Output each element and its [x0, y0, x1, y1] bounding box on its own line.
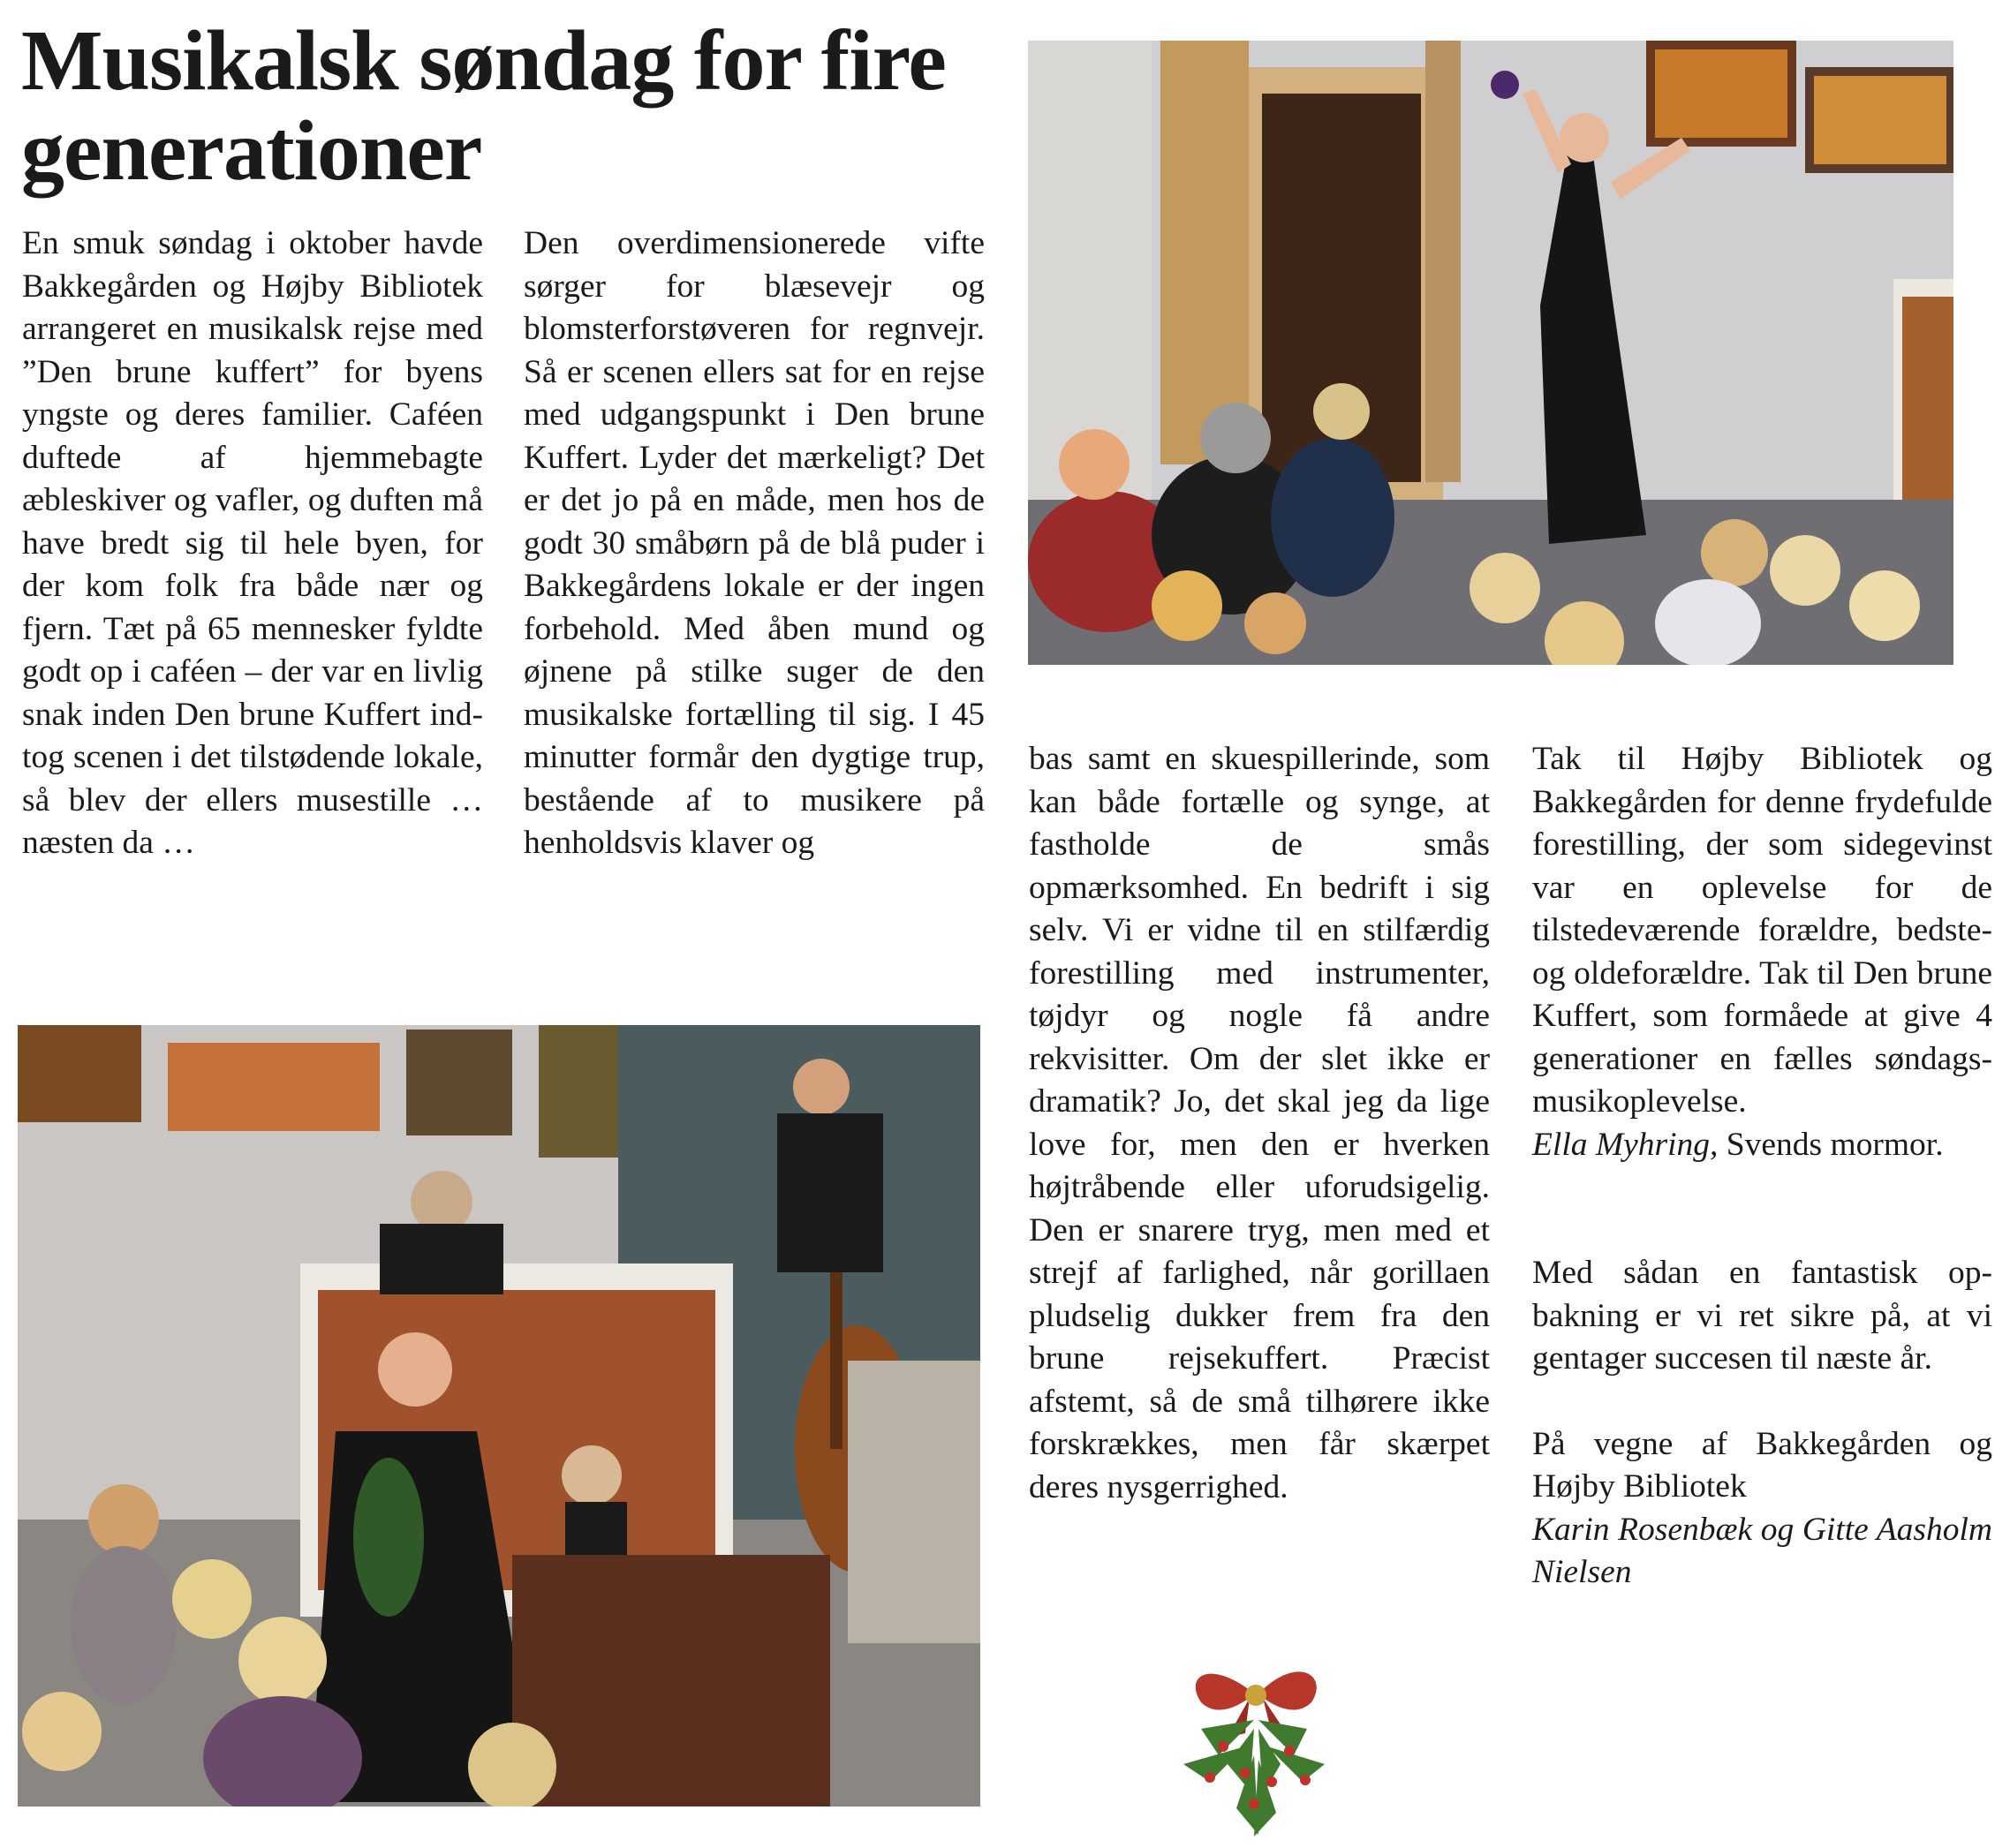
article-title: Musikalsk søndag for fire generationer [21, 13, 946, 199]
column-3-text: bas samt en skuespillerinde, som kan både fortælle og synge, at fastholde de smås opmærksomhed. En bedrift i sig selv. Vi er vidne til en stilfærdig forestilling med instrumenter, tøjdyr og nogle få andre rekvisitter. Om der slet ikke er dramatik? Jo, det skal jeg da lige love for, men den er hverken højtråbende eller uforudsigelig. Den er snarere tryg, men med et strejf af farlighed, når gorillaen pludselig dukker frem fra den brune rejsekuffert. Præcist afstemt, så de små tilhørere ikke forskrækkes, men får skærpet deres nysgerrighed. [1029, 741, 1490, 1505]
article-column-1 [22, 223, 483, 865]
column-4-signature [1532, 1124, 1992, 1167]
signature-name: Ella Myhring, [1532, 1126, 1719, 1163]
signature-rest: Svends mormor. [1718, 1126, 1944, 1163]
article-column-3 [1029, 738, 1490, 1509]
photo-musicians-piano-bass [18, 1025, 980, 1807]
photo-performer-with-children [1028, 41, 1953, 665]
column-2-text: Den overdimensionerede vifte sørger for blæsevejr og blomsterforstøveren for regnvejr. Så er scenen ellers sat for en rejse med udgangspunkt i Den brune Kuffert. Lyder det mærkeligt? Det er det jo på en måde, men hos de godt 30 småbørn på de blå puder i Bakkegårdens lokale er der ingen forbehold. Med åben mund og øjnene på stilke suger de den musikalske fortælling til sig. I 45 minutter formår den dygtige trup, bestående af to musikere på henholdsvis klaver og [524, 225, 985, 861]
holly-decoration-icon [1148, 1632, 1360, 1844]
column-4-thanks: Tak til Højby Bibliotek og Bakkegården for denne frydefulde forestilling, der som sidegevinst var en oplevelse for de tilstedeværende forældre, bedste- og oldeforældre. Tak til Den brune Kuffert, som formåede at give 4 generationer en fælles søndagsmusikoplevelse. [1532, 741, 1992, 1120]
column-4-closing: Med sådan en fantastisk opbakning er vi ret sikre på, at vi gentager succesen til næste år. [1532, 1255, 1992, 1377]
column-1-text: En smuk søndag i oktober havde Bakkegården og Højby Bibliotek arrangeret en musikalsk rejse med ”Den brune kuffert” for byens yngste og deres familier. Caféen duftede af hjemmebagte æbleskiver og vafler, og duften må have bredt sig til hele byen, for der kom folk fra både nær og fjern. Tæt på 65 mennesker fyldte godt op i caféen – der var en livlig snak inden Den brune Kuffert indtog scenen i det tilstødende lokale, så blev der ellers musestille … næsten da … [22, 225, 483, 861]
column-4-on-behalf: På vegne af Bakkegården og Højby Bibliotek [1532, 1425, 1992, 1505]
article-column-4 [1532, 738, 1992, 1595]
column-4-authors: Karin Rosenbæk og Gitte Aasholm Nielsen [1532, 1511, 1992, 1590]
article-column-2 [524, 223, 985, 865]
